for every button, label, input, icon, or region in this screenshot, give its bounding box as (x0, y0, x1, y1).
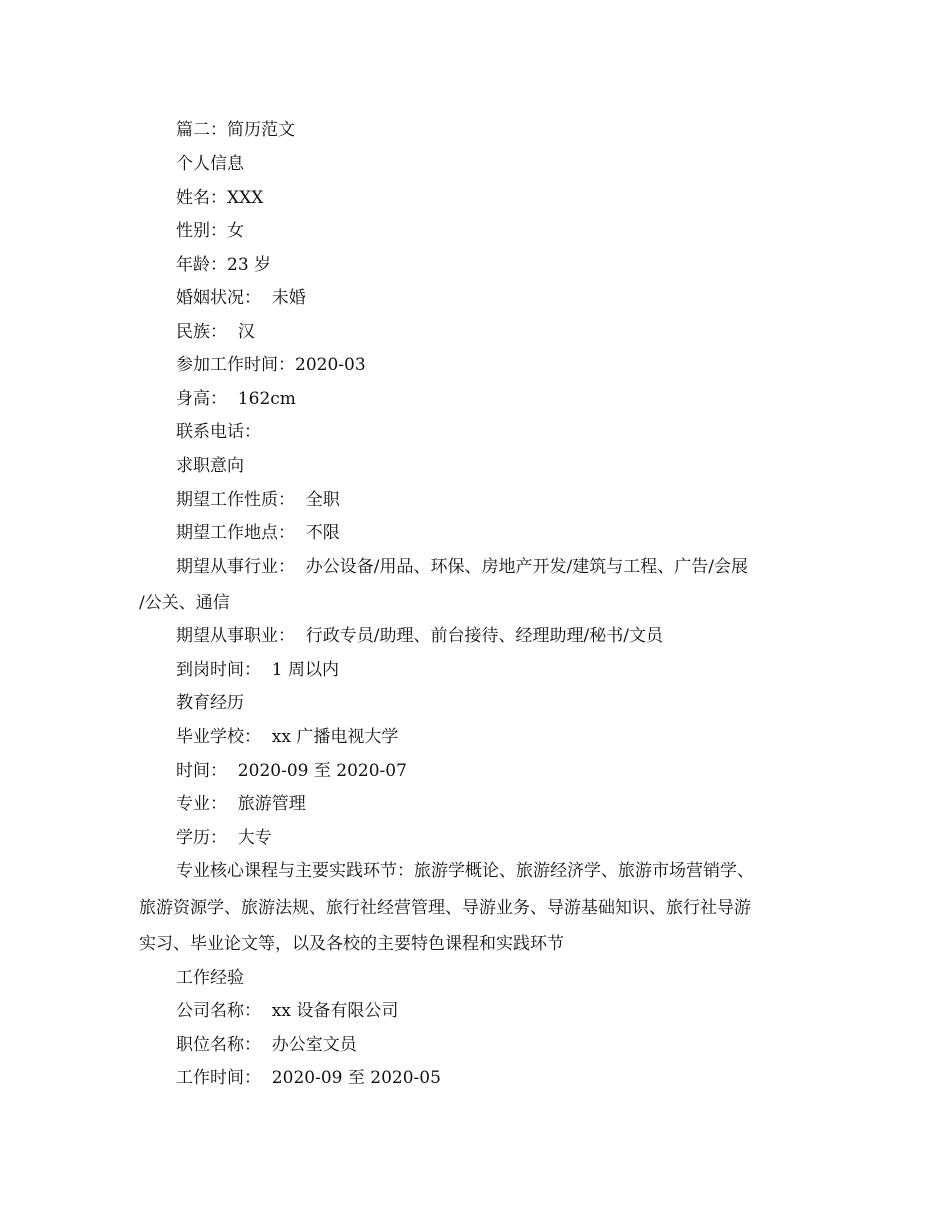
text-line: 年龄：23 岁 (176, 255, 272, 275)
text-line: 期望从事行业： 办公设备/用品、环保、房地产开发/建筑与工程、广告/会展 (176, 557, 748, 577)
text-line: 参加工作时间：2020-03 (176, 355, 366, 375)
section-heading: 求职意向 (176, 456, 244, 476)
text-line: 身高： 162cm (176, 389, 296, 409)
text-line: 到岗时间： 1 周以内 (176, 660, 340, 680)
text-line: 专业： 旅游管理 (176, 794, 306, 814)
text-line: 联系电话： (176, 422, 261, 442)
section-heading: 教育经历 (176, 693, 244, 713)
paragraph-line: 专业核心课程与主要实践环节：旅游学概论、旅游经济学、旅游市场营销学、 (176, 861, 754, 881)
paragraph-line: 实习、毕业论文等，以及各校的主要特色课程和实践环节 (139, 934, 564, 954)
text-line: 期望从事职业： 行政专员/助理、前台接待、经理助理/秘书/文员 (176, 626, 663, 646)
section-heading: 个人信息 (176, 154, 244, 174)
text-line: 毕业学校： xx 广播电视大学 (176, 727, 399, 747)
text-line: 民族： 汉 (176, 322, 255, 342)
text-line: 婚姻状况： 未婚 (176, 288, 306, 308)
text-line: 期望工作地点： 不限 (176, 523, 340, 543)
text-line: 学历： 大专 (176, 828, 272, 848)
text-line: 工作时间： 2020-09 至 2020-05 (176, 1068, 441, 1088)
section-heading: 篇二：简历范文 (176, 120, 295, 140)
text-line: 期望工作性质： 全职 (176, 490, 340, 510)
text-line: 姓名：XXX (176, 188, 264, 208)
text-line: 时间： 2020-09 至 2020-07 (176, 761, 407, 781)
text-line: 性别：女 (176, 221, 244, 241)
paragraph-line: 旅游资源学、旅游法规、旅行社经营管理、导游业务、导游基础知识、旅行社导游 (139, 898, 751, 918)
section-heading: 工作经验 (176, 968, 244, 988)
text-line-continued: /公关、通信 (139, 593, 230, 613)
text-line: 公司名称： xx 设备有限公司 (176, 1001, 399, 1021)
text-line: 职位名称： 办公室文员 (176, 1035, 357, 1055)
